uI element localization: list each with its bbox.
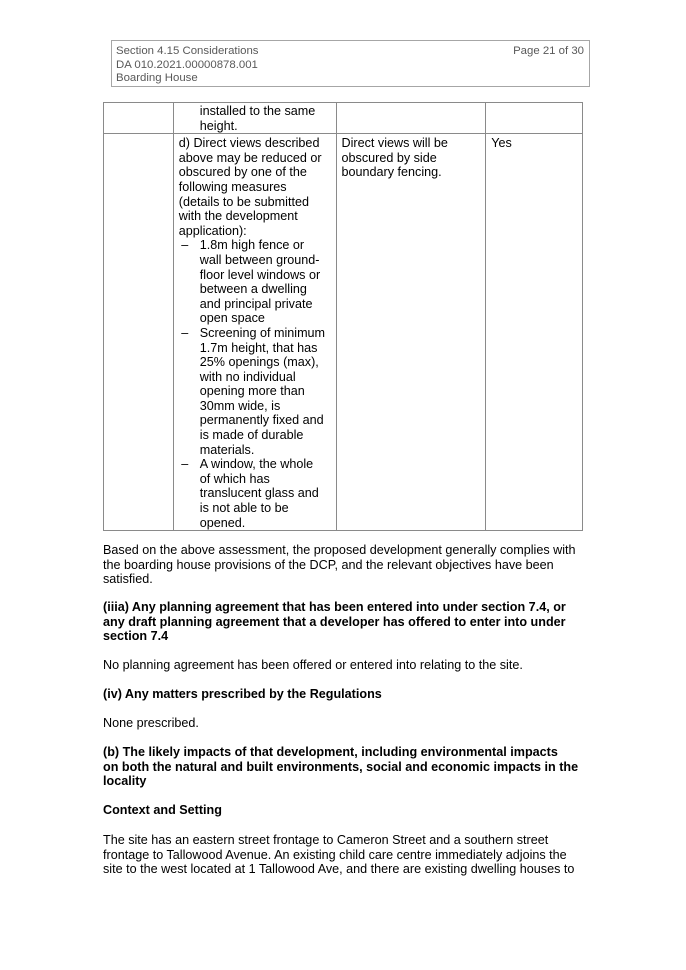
header-section-title: Section 4.15 Considerations xyxy=(116,45,259,57)
text-line: 30mm wide, is xyxy=(199,398,281,413)
heading-context-setting: Context and Setting xyxy=(103,803,222,817)
text-line: following measures xyxy=(178,179,287,194)
assessment-paragraph xyxy=(103,543,586,587)
text-line: of which has xyxy=(199,471,270,486)
text-line: height. xyxy=(199,118,238,133)
text-line: locality xyxy=(103,774,147,789)
text-line: (iiia) Any planning agreement that has been entered into under section 7.4, or xyxy=(103,600,566,614)
requirement-cell xyxy=(173,134,336,531)
text-line: 25% openings (max), xyxy=(199,355,319,370)
text-line: Based on the above assessment, the proposed development generally complies with xyxy=(103,543,576,557)
text-line: wall between ground- xyxy=(199,252,320,267)
text-line: is not able to be xyxy=(199,501,289,516)
proposal-cell xyxy=(336,134,486,531)
list-item xyxy=(179,457,334,530)
context-paragraph xyxy=(103,833,586,877)
text-line: is made of durable xyxy=(199,428,304,443)
text-line: 1.8m high fence or xyxy=(199,238,305,253)
text-line: obscured by side xyxy=(341,150,437,165)
complies-value: Yes xyxy=(491,136,512,151)
text-line: materials. xyxy=(199,442,255,457)
text-line: with no individual xyxy=(199,369,296,384)
text-line: installed to the same xyxy=(199,104,316,118)
text-line: section 7.4 xyxy=(103,629,169,644)
heading-regulations: (iv) Any matters prescribed by the Regulations xyxy=(103,687,382,701)
text-line: A window, the whole xyxy=(199,457,314,472)
heading-likely-impacts xyxy=(103,745,586,789)
page-header xyxy=(111,40,590,87)
text-line: the boarding house provisions of the DCP, and the relevant objectives have been xyxy=(103,557,554,572)
text-line: (details to be submitted xyxy=(178,194,309,209)
regulations-paragraph: None prescribed. xyxy=(103,716,199,730)
text-line: (b) The likely impacts of that development, including environmental impacts xyxy=(103,745,558,759)
table-cell xyxy=(104,103,174,134)
text-line: The site has an eastern street frontage to Cameron Street and a southern street xyxy=(103,833,549,847)
text-line: floor level windows or xyxy=(199,267,321,282)
text-line: satisfied. xyxy=(103,572,153,587)
header-subject: Boarding House xyxy=(116,72,198,84)
dash-bullet-icon: – xyxy=(181,238,189,253)
text-line: obscured by one of the xyxy=(178,165,307,180)
list-item xyxy=(179,238,334,326)
dash-bullet-icon: – xyxy=(181,457,189,472)
list-item xyxy=(179,326,334,457)
header-da-number: DA 010.2021.00000878.001 xyxy=(116,58,258,71)
heading-planning-agreement xyxy=(103,600,586,644)
compliance-table xyxy=(103,102,583,531)
text-line: 1.7m height, that has xyxy=(199,340,318,355)
text-line: site to the west located at 1 Tallowood Ave, and there are existing dwelling houses to xyxy=(103,862,575,877)
text-line: on both the natural and built environments, social and economic impacts in the xyxy=(103,759,579,774)
table-cell xyxy=(336,103,486,134)
complies-cell xyxy=(486,134,583,531)
text-line: above may be reduced or xyxy=(178,150,322,165)
header-left xyxy=(116,45,258,86)
text-line: application): xyxy=(178,223,247,238)
planning-agreement-paragraph: No planning agreement has been offered or entered into relating to the site. xyxy=(103,658,523,672)
text-line: translucent glass and xyxy=(199,486,319,501)
dash-bullet-icon: – xyxy=(181,325,189,340)
text-line: opening more than xyxy=(199,384,305,399)
text-line: Screening of minimum xyxy=(199,325,326,340)
text-line: with the development xyxy=(178,209,298,224)
table-row xyxy=(104,103,583,134)
page-number: Page 21 of 30 xyxy=(513,45,584,57)
text-line: opened. xyxy=(199,515,246,530)
text-line: between a dwelling xyxy=(199,282,307,297)
text-line: frontage to Tallowood Avenue. An existing child care centre immediately adjoins the xyxy=(103,847,567,862)
table-row xyxy=(104,134,583,531)
text-line: permanently fixed and xyxy=(199,413,324,428)
text-line: boundary fencing. xyxy=(341,165,442,180)
text-line: Direct views will be xyxy=(341,136,448,151)
text-line: open space xyxy=(199,311,265,326)
text-line: any draft planning agreement that a developer has offered to enter into under xyxy=(103,614,566,629)
table-cell xyxy=(104,134,174,531)
text-line: and principal private xyxy=(199,296,313,311)
table-cell xyxy=(173,103,336,134)
bullet-list xyxy=(179,238,334,530)
table-cell xyxy=(486,103,583,134)
text-line: d) Direct views described xyxy=(178,136,320,151)
